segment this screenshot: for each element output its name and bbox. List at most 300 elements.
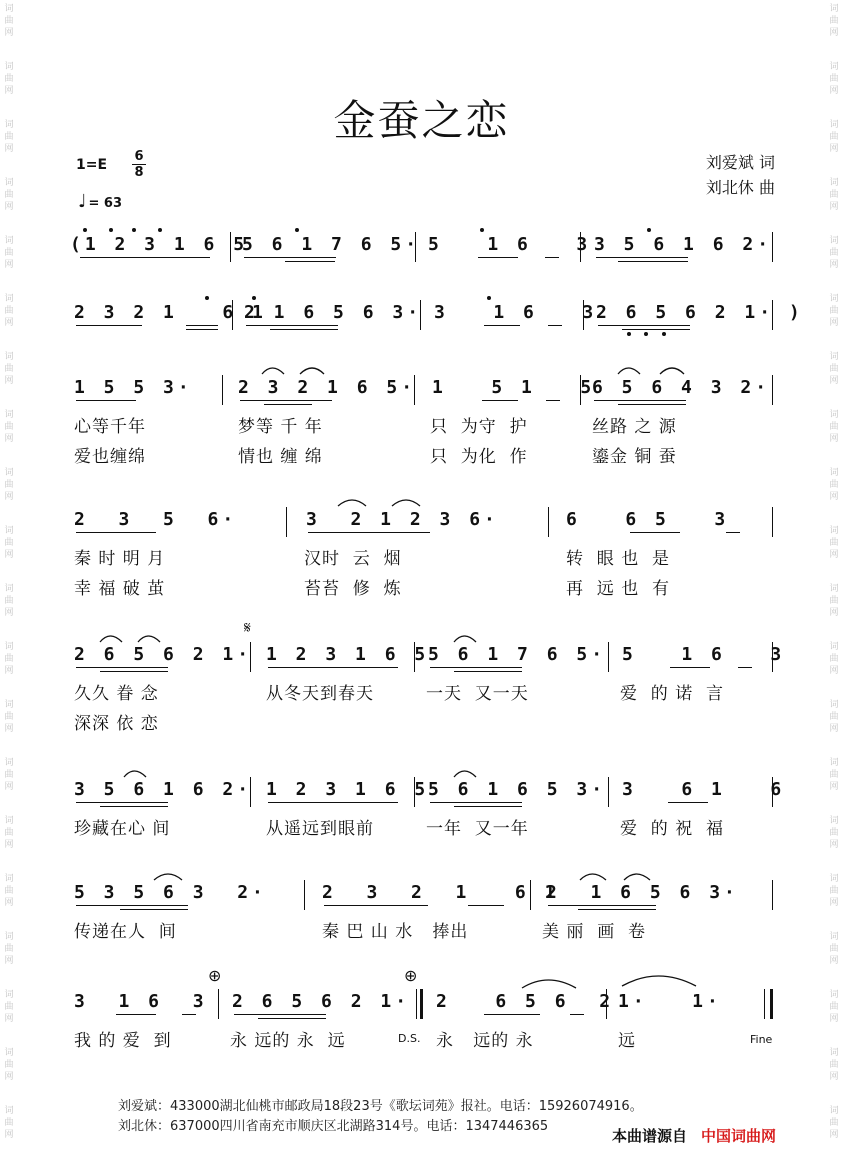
watermark-glyph: 词: [829, 62, 839, 72]
measure: 3 1 6 3: [74, 991, 208, 1012]
watermark-glyph: 词: [4, 178, 14, 188]
barline: [548, 507, 549, 537]
lyricist-contact: 刘爱斌：433000湖北仙桃市邮政局18段23号《歌坛词苑》报社。电话：15926074916。: [118, 1099, 643, 1114]
watermark-glyph: 词: [829, 874, 839, 884]
watermark-glyph: 网: [4, 376, 14, 386]
watermark-glyph: 曲: [4, 1118, 14, 1128]
measure: 6 5 6 4 3 2·: [592, 377, 771, 398]
slur: [334, 494, 434, 508]
lyric: 爱 的 祝 福: [620, 819, 725, 839]
beam: [484, 325, 520, 326]
beam: [100, 806, 168, 807]
watermark-glyph: 词: [4, 642, 14, 652]
barline: [415, 232, 416, 262]
slur: [578, 868, 658, 882]
lyric: 秦 巴 山 水 捧出: [322, 922, 469, 942]
watermark-glyph: 网: [829, 318, 839, 328]
composer-contact: 刘北休：637000四川省南充市顺庆区北湖路314号。电话：1347446365: [118, 1119, 549, 1134]
barline: [230, 232, 231, 262]
watermark-glyph: 网: [4, 840, 14, 850]
lyric: 幸 福 破 茧: [74, 579, 166, 599]
watermark-glyph: 网: [829, 1072, 839, 1082]
watermark-glyph: 词: [829, 584, 839, 594]
measure: 1 2 3 1 6 5: [266, 779, 430, 800]
final-barline-thick: [770, 989, 773, 1019]
barline: [580, 232, 581, 262]
octave-dot: [109, 228, 113, 232]
beam: [270, 329, 338, 330]
barline: [414, 375, 415, 405]
lyric: 我 的 爱 到: [74, 1031, 172, 1051]
beam: [478, 257, 518, 258]
watermark-glyph: 曲: [4, 828, 14, 838]
lyric: 爱也缠绵: [74, 447, 146, 467]
beam: [548, 905, 656, 906]
quarter-note-icon: ♩: [78, 191, 87, 212]
barline: [222, 375, 223, 405]
watermark-glyph: 网: [829, 492, 839, 502]
watermark-glyph: 曲: [4, 190, 14, 200]
barline: [250, 642, 251, 672]
watermark-glyph: 网: [829, 608, 839, 618]
beam: [578, 909, 656, 910]
watermark-glyph: 网: [829, 898, 839, 908]
watermark-glyph: 词: [829, 700, 839, 710]
watermark-glyph: 词: [4, 352, 14, 362]
watermark-glyph: 网: [4, 724, 14, 734]
watermark-glyph: 词: [4, 1048, 14, 1058]
beam: [670, 667, 710, 668]
measure: 2 1 6 5 6 3·: [546, 882, 739, 903]
watermark-glyph: 词: [829, 1048, 839, 1058]
watermark-glyph: 曲: [829, 944, 839, 954]
octave-dot: [662, 332, 666, 336]
lyric: 从冬天到春天: [266, 684, 374, 704]
beam: [482, 400, 518, 401]
composer-credit: 刘北休 曲: [705, 178, 775, 197]
beam: [258, 1018, 326, 1019]
lyric: 苔苔 修 炼: [304, 579, 402, 599]
watermark-glyph: 网: [4, 608, 14, 618]
song-title: 金蚕之恋: [333, 96, 510, 145]
beam: [186, 329, 218, 330]
beam: [630, 532, 680, 533]
octave-dot: [295, 228, 299, 232]
watermark-glyph: 词: [4, 468, 14, 478]
watermark-glyph: 曲: [4, 248, 14, 258]
lyric: 爱 的 诺 言: [620, 684, 725, 704]
watermark-glyph: 曲: [4, 16, 14, 26]
beam: [726, 532, 740, 533]
beam: [264, 404, 312, 405]
beam: [308, 532, 430, 533]
measure: 5 3 5 6 3 2·: [74, 882, 267, 903]
measure: 2 3 2 1 6 5·: [238, 377, 417, 398]
watermark-glyph: 曲: [829, 886, 839, 896]
beam: [324, 905, 428, 906]
watermark-glyph: 曲: [829, 364, 839, 374]
watermark-glyph: 曲: [829, 480, 839, 490]
lyric: 深深 依 恋: [74, 714, 159, 734]
measure: 2 6 5 6 2 1· ): [596, 302, 804, 323]
watermark-glyph: 网: [829, 434, 839, 444]
meter-top: 6: [134, 149, 144, 164]
beam: [182, 1014, 196, 1015]
barline: [286, 507, 287, 537]
watermark-glyph: 曲: [4, 886, 14, 896]
barline: [583, 300, 584, 330]
slur: [260, 362, 350, 376]
beam: [120, 909, 188, 910]
watermark-glyph: 曲: [829, 74, 839, 84]
lyric: 远: [618, 1031, 636, 1051]
watermark-glyph: 词: [4, 758, 14, 768]
final-barline: [764, 989, 765, 1019]
measure: 6 6 5 3: [566, 509, 730, 530]
barline: [772, 880, 773, 910]
beam: [570, 1014, 584, 1015]
watermark-glyph: 曲: [829, 132, 839, 142]
watermark-glyph: 曲: [4, 654, 14, 664]
watermark-glyph: 网: [4, 1130, 14, 1140]
watermark-glyph: 曲: [4, 944, 14, 954]
contact-info: [118, 1097, 643, 1137]
watermark-strip-right: [827, 0, 841, 1172]
tempo-mark: [78, 191, 122, 212]
watermark-glyph: 曲: [4, 712, 14, 722]
watermark-glyph: 网: [829, 376, 839, 386]
watermark-glyph: 曲: [4, 306, 14, 316]
lyric: 秦 时 明 月: [74, 549, 166, 569]
watermark-glyph: 曲: [4, 422, 14, 432]
lyric: 美 丽 画 卷: [542, 922, 647, 942]
watermark-glyph: 网: [4, 86, 14, 96]
measure: 5 6 1 7 6 5·: [242, 234, 421, 255]
beam: [285, 261, 335, 262]
watermark-glyph: 曲: [829, 248, 839, 258]
watermark-glyph: 曲: [829, 712, 839, 722]
lyric: 从遥远到眼前: [266, 819, 374, 839]
coda-icon: ⊕: [404, 966, 418, 985]
beam: [76, 325, 142, 326]
repeat-barline: [420, 989, 423, 1019]
barline: [414, 777, 415, 807]
watermark-glyph: 词: [4, 932, 14, 942]
measure: 2 1 6 5 6 3·: [244, 302, 423, 323]
watermark-glyph: 曲: [829, 654, 839, 664]
beam: [246, 325, 338, 326]
beam: [546, 400, 560, 401]
barline: [772, 300, 773, 330]
lyric: 心等千年: [74, 417, 146, 437]
credits: [706, 150, 775, 200]
lyric: 情也 缠 绵: [238, 447, 323, 467]
measure: 5 6 1 7 6 5·: [428, 644, 607, 665]
measure: 1 5 1 5: [432, 377, 596, 398]
beam: [618, 261, 688, 262]
beam: [738, 667, 752, 668]
lyric: 只 为化 作: [430, 447, 528, 467]
watermark-glyph: 词: [829, 932, 839, 942]
watermark-glyph: 词: [4, 62, 14, 72]
watermark-glyph: 网: [4, 1014, 14, 1024]
watermark-glyph: 词: [829, 816, 839, 826]
lyricist-credit: 刘爱斌 词: [705, 153, 775, 172]
watermark-glyph: 曲: [829, 1118, 839, 1128]
watermark-glyph: 曲: [829, 1002, 839, 1012]
watermark-glyph: 网: [4, 260, 14, 270]
measure: 2 3 2 1 6 1: [74, 302, 267, 323]
lyric: 久久 眷 念: [74, 684, 159, 704]
measure: 1· 1·: [618, 991, 722, 1012]
source-brand-link[interactable]: 中国词曲网: [701, 1127, 777, 1145]
watermark-glyph: 词: [4, 236, 14, 246]
beam: [668, 802, 708, 803]
watermark-glyph: 曲: [4, 596, 14, 606]
watermark-glyph: 词: [829, 294, 839, 304]
measure: 3 5 6 1 6 2·: [74, 779, 253, 800]
lyric: 汉时 云 烟: [304, 549, 402, 569]
lyric: 再 远 也 有: [566, 579, 671, 599]
watermark-glyph: 词: [829, 4, 839, 14]
watermark-glyph: 曲: [829, 1060, 839, 1070]
tie: [520, 972, 580, 990]
watermark-glyph: 曲: [4, 770, 14, 780]
watermark-glyph: 网: [829, 782, 839, 792]
measure: 5 1 6 3: [622, 644, 786, 665]
measure: 5 6 1 6 5 3·: [428, 779, 607, 800]
watermark-glyph: 曲: [4, 480, 14, 490]
measure: 5 1 6 3: [428, 234, 592, 255]
beam: [468, 905, 504, 906]
watermark-glyph: 词: [4, 874, 14, 884]
watermark-glyph: 词: [829, 468, 839, 478]
beam: [240, 400, 332, 401]
watermark-glyph: 网: [829, 550, 839, 560]
watermark-glyph: 曲: [4, 364, 14, 374]
watermark-glyph: 词: [4, 120, 14, 130]
watermark-glyph: 词: [829, 990, 839, 1000]
measure: 2 6 5 6 2: [436, 991, 615, 1012]
watermark-glyph: 曲: [829, 828, 839, 838]
barline: [304, 880, 305, 910]
fine-mark: Fine: [750, 1033, 773, 1046]
watermark-glyph: 网: [829, 1130, 839, 1140]
octave-dot: [252, 296, 256, 300]
watermark-glyph: 曲: [829, 770, 839, 780]
measure: 2 3 5 6·: [74, 509, 238, 530]
watermark-glyph: 词: [829, 642, 839, 652]
watermark-glyph: 网: [829, 956, 839, 966]
watermark-glyph: 网: [829, 86, 839, 96]
lyric: 转 眼 也 是: [566, 549, 671, 569]
beam: [76, 400, 136, 401]
beam: [76, 802, 168, 803]
lyric: 只 为守 护: [430, 417, 528, 437]
watermark-glyph: 网: [4, 492, 14, 502]
watermark-glyph: 词: [829, 352, 839, 362]
watermark-glyph: 词: [4, 410, 14, 420]
octave-dot: [480, 228, 484, 232]
barline: [772, 375, 773, 405]
measure: 2 6 5 6 2 1·: [232, 991, 411, 1012]
watermark-glyph: 网: [4, 1072, 14, 1082]
watermark-glyph: 网: [829, 1014, 839, 1024]
watermark-glyph: 词: [4, 816, 14, 826]
barline: [772, 777, 773, 807]
watermark-glyph: 网: [4, 318, 14, 328]
measure: 3 5 6 1 6 2·: [594, 234, 773, 255]
watermark-strip-left: [2, 0, 16, 1172]
beam: [80, 257, 210, 258]
watermark-glyph: 网: [4, 144, 14, 154]
slur: [452, 630, 482, 644]
barline: [530, 880, 531, 910]
beam: [244, 257, 336, 258]
lyric: 永 远的 永: [436, 1031, 534, 1051]
tie: [620, 966, 700, 988]
watermark-glyph: 网: [829, 260, 839, 270]
lyric: 传递在人 间: [74, 922, 177, 942]
watermark-glyph: 网: [4, 782, 14, 792]
watermark-glyph: 词: [829, 1106, 839, 1116]
lyric: 一年 又一年: [426, 819, 529, 839]
beam: [186, 325, 218, 326]
watermark-glyph: 网: [829, 144, 839, 154]
beam: [548, 325, 562, 326]
beam: [545, 257, 559, 258]
beam: [430, 802, 522, 803]
barline: [606, 989, 607, 1019]
watermark-glyph: 词: [4, 526, 14, 536]
coda-icon: ⊕: [208, 966, 222, 985]
watermark-glyph: 网: [4, 956, 14, 966]
watermark-glyph: 词: [829, 120, 839, 130]
barline: [414, 642, 415, 672]
watermark-glyph: 网: [4, 434, 14, 444]
watermark-glyph: 词: [4, 990, 14, 1000]
watermark-glyph: 词: [829, 236, 839, 246]
beam: [76, 905, 188, 906]
beam: [596, 257, 688, 258]
beam: [454, 806, 522, 807]
octave-dot: [205, 296, 209, 300]
meter-bottom: 8: [134, 165, 144, 180]
barline: [420, 300, 421, 330]
measure: 3 6 1 6: [622, 779, 786, 800]
octave-dot: [487, 296, 491, 300]
beam: [268, 667, 398, 668]
watermark-glyph: 网: [829, 202, 839, 212]
watermark-glyph: 网: [829, 840, 839, 850]
measure: 3 1 6 3: [434, 302, 598, 323]
beam: [594, 400, 686, 401]
slur: [98, 630, 168, 644]
beam: [622, 329, 690, 330]
watermark-glyph: 词: [4, 4, 14, 14]
barline: [608, 642, 609, 672]
measure: 2 3 2 1 6 1: [322, 882, 560, 903]
watermark-glyph: 网: [4, 550, 14, 560]
watermark-glyph: 网: [4, 28, 14, 38]
beam: [454, 671, 522, 672]
watermark-glyph: 网: [829, 724, 839, 734]
watermark-glyph: 曲: [829, 422, 839, 432]
tempo-value: = 63: [88, 196, 123, 211]
measure: 2 6 5 6 2 1·: [74, 644, 253, 665]
beam: [618, 404, 686, 405]
lyric: 一天 又一天: [426, 684, 529, 704]
slur: [152, 868, 188, 882]
beam: [430, 667, 522, 668]
barline: [416, 989, 417, 1019]
beam: [598, 325, 690, 326]
lyric: 鎏金 铜 蚕: [592, 447, 677, 467]
watermark-glyph: 词: [4, 584, 14, 594]
beam: [268, 802, 398, 803]
barline: [580, 375, 581, 405]
lyric: 永 远的 永 远: [230, 1031, 346, 1051]
octave-dot: [644, 332, 648, 336]
beam: [234, 1014, 326, 1015]
time-signature: [132, 149, 146, 180]
octave-dot: [158, 228, 162, 232]
octave-dot: [132, 228, 136, 232]
slur: [122, 765, 152, 779]
watermark-glyph: 词: [829, 410, 839, 420]
barline: [218, 989, 219, 1019]
watermark-glyph: 词: [829, 178, 839, 188]
watermark-glyph: 曲: [4, 132, 14, 142]
source-credit: [612, 1125, 776, 1146]
watermark-glyph: 网: [829, 28, 839, 38]
ds-mark: D.S.: [398, 1032, 421, 1045]
watermark-glyph: 网: [4, 666, 14, 676]
watermark-glyph: 曲: [4, 74, 14, 84]
slur: [452, 765, 482, 779]
watermark-glyph: 词: [829, 526, 839, 536]
watermark-glyph: 网: [4, 898, 14, 908]
measure: 1 2 3 1 6 5: [266, 644, 430, 665]
octave-dot: [627, 332, 631, 336]
key-signature: 1=E: [76, 157, 108, 173]
barline: [608, 777, 609, 807]
watermark-glyph: 曲: [829, 596, 839, 606]
octave-dot: [647, 228, 651, 232]
lyric: 珍藏在心 间: [74, 819, 171, 839]
barline: [772, 507, 773, 537]
measure: 1 5 5 3·: [74, 377, 193, 398]
watermark-glyph: 曲: [4, 1002, 14, 1012]
slur: [616, 362, 696, 376]
watermark-glyph: 曲: [4, 1060, 14, 1070]
watermark-glyph: 词: [4, 700, 14, 710]
beam: [76, 667, 168, 668]
segno-icon: 𝄋: [244, 618, 251, 637]
beam: [484, 1014, 540, 1015]
source-text: 本曲谱源自: [612, 1127, 688, 1145]
measure: (1 2 3 1 6 5: [70, 234, 249, 255]
watermark-glyph: 词: [829, 758, 839, 768]
octave-dot: [83, 228, 87, 232]
beam: [100, 671, 168, 672]
barline: [772, 642, 773, 672]
watermark-glyph: 网: [829, 666, 839, 676]
lyric: 梦等 千 年: [238, 417, 323, 437]
barline: [772, 232, 773, 262]
beam: [116, 1014, 156, 1015]
measure: 3 2 1 2 3 6·: [306, 509, 499, 530]
